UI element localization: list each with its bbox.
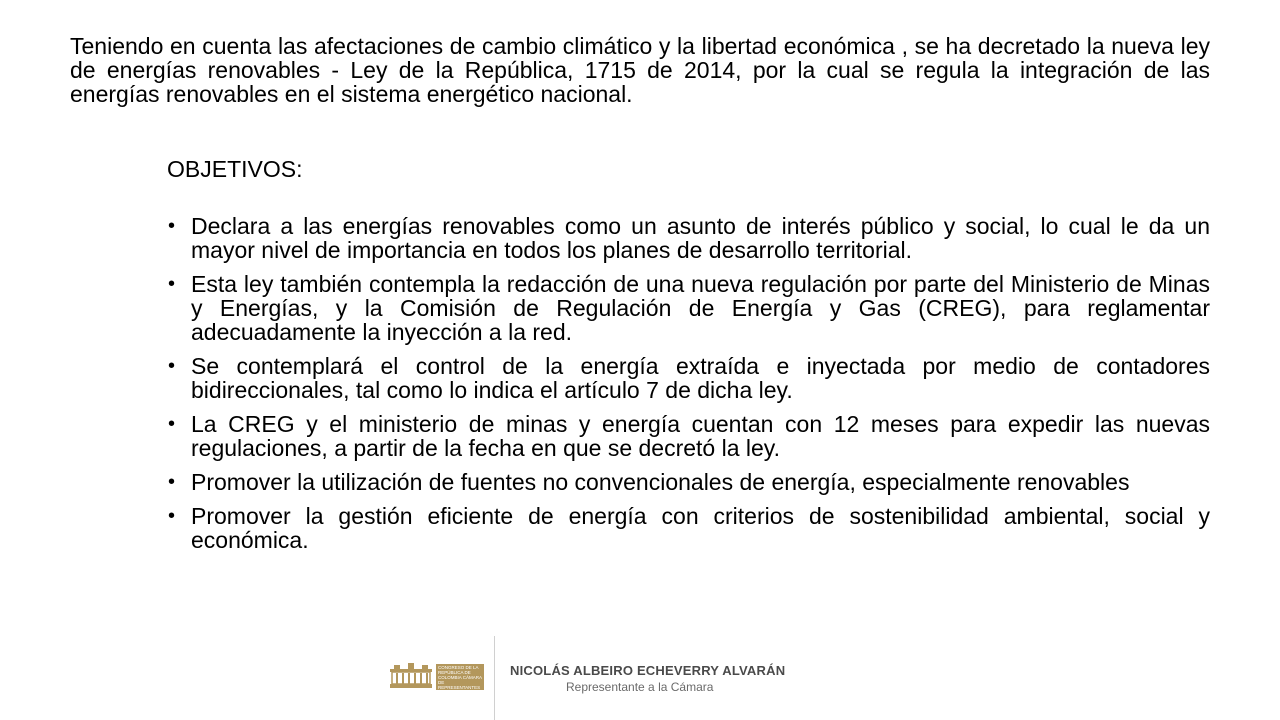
list-item-text: Promover la gestión eficiente de energía con criterios de sostenibilidad ambiental, social y económica. — [191, 503, 1210, 553]
representative-name: NICOLÁS ALBEIRO ECHEVERRY ALVARÁN — [510, 663, 786, 678]
bullet-icon: • — [168, 413, 176, 435]
list-item — [167, 470, 1210, 494]
list-item-text: Se contemplará el control de la energía extraída e inyectada por medio de contadores bidireccionales, tal como lo indica el artículo 7 de dicha ley. — [191, 353, 1210, 403]
list-item-text: Declara a las energías renovables como un asunto de interés público y social, lo cual le da un mayor nivel de importancia en todos los planes de desarrollo territorial. — [191, 213, 1210, 263]
congress-logo-text: CONGRESO DE LA REPÚBLICA DE COLOMBIA CÁMARA DE REPRESENTANTES — [438, 665, 483, 690]
bullet-icon: • — [168, 215, 176, 237]
list-item-text: La CREG y el ministerio de minas y energía cuentan con 12 meses para expedir las nuevas regulaciones, a partir de la fecha en que se decretó la ley. — [191, 411, 1210, 461]
list-item — [167, 272, 1210, 344]
list-item — [167, 354, 1210, 402]
bullet-icon: • — [168, 355, 176, 377]
objectives-list — [167, 214, 1210, 562]
capitol-building-icon — [388, 660, 434, 690]
footer-branding — [388, 636, 808, 720]
list-item — [167, 504, 1210, 552]
list-item-text: Promover la utilización de fuentes no convencionales de energía, especialmente renovables — [191, 469, 1130, 495]
list-item — [167, 214, 1210, 262]
representative-title: Representante a la Cámara — [566, 680, 714, 694]
bullet-icon: • — [168, 273, 176, 295]
footer-divider — [494, 636, 495, 720]
list-item-text: Esta ley también contempla la redacción de una nueva regulación por parte del Ministerio de Minas y Energías, y la Comisión de Regulación de Energía y Gas (CREG), para reglamentar adecuadamente la inyección a la red. — [191, 271, 1210, 345]
bullet-icon: • — [168, 471, 176, 493]
intro-paragraph: Teniendo en cuenta las afectaciones de cambio climático y la libertad económica , se ha decretado la nueva ley de energías renovables - Ley de la República, 1715 de 2014, por la cual se regula la integración de las energías renovables en el sistema energético nacional. — [70, 33, 1210, 107]
bullet-icon: • — [168, 505, 176, 527]
objectives-heading: OBJETIVOS: — [167, 156, 303, 182]
list-item — [167, 412, 1210, 460]
